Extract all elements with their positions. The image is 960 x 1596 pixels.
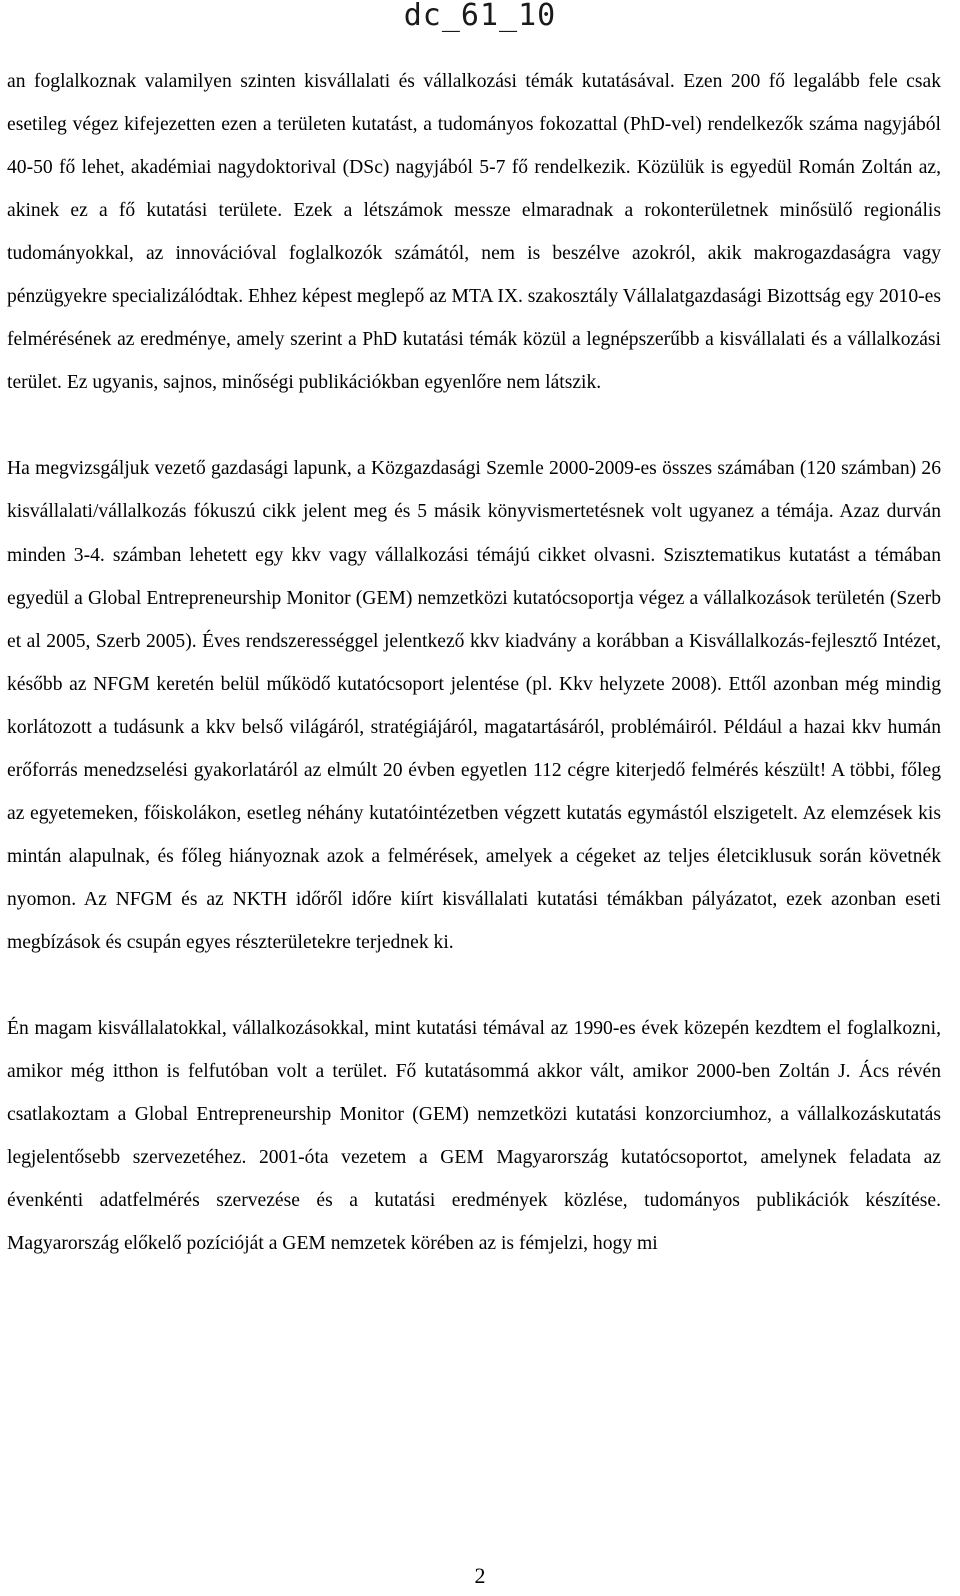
document-id-header: dc_61_10	[403, 0, 557, 33]
body-text	[7, 60, 941, 1265]
paragraph-1: an foglalkoznak valamilyen szinten kisvállalati és vállalkozási témák kutatásával. Ezen 200 fő legalább fele csak esetileg végez kifejezetten ezen a területen kutatást, a tudományos fokozattal (PhD-vel) rendelkezők száma nagyjából 40-50 fő lehet, akadémiai nagydoktorival (DSc) nagyjából 5-7 fő rendelkezik. Közülük is egyedül Román Zoltán az, akinek ez a fő kutatási területe. Ezek a létszámok messze elmaradnak a rokonterületnek minősülő regionális tudományokkal, az innovációval foglalkozók számától, nem is beszélve azokról, akik makrogazdaságra vagy pénzügyekre specializálódtak. Ehhez képest meglepő az MTA IX. szakosztály Vállalatgazdasági Bizottság egy 2010-es felmérésének az eredménye, amely szerint a PhD kutatási témák közül a legnépszerűbb a kisvállalati és a vállalkozási terület. Ez ugyanis, sajnos, minőségi publikációkban egyenlőre nem látszik.	[7, 71, 941, 394]
paragraph-2: Ha megvizsgáljuk vezető gazdasági lapunk, a Közgazdasági Szemle 2000-2009-es összes számában (120 számban) 26 kisvállalati/vállalkozás fókuszú cikk jelent meg és 5 másik könyvismertetésnek volt ugyanez a témája. Azaz durván minden 3-4. számban lehetett egy kkv vagy vállalkozási témájú cikket olvasni. Szisztematikus kutatást a témában egyedül a Global Entrepreneurship Monitor (GEM) nemzetközi kutatócsoportja végez a vállalkozások területén (Szerb et al 2005, Szerb 2005). Éves rendszerességgel jelentkező kkv kiadvány a korábban a Kisvállalkozás-fejlesztő Intézet, később az NFGM keretén belül működő kutatócsoport jelentése (pl. Kkv helyzete 2008). Ettől azonban még mindig korlátozott a tudásunk a kkv belső világáról, stratégiájáról, magatartásáról, problémáiról. Például a hazai kkv humán erőforrás menedzselési gyakorlatáról az elmúlt 20 évben egyetlen 112 cégre kiterjedő felmérés készült! A többi, főleg az egyetemeken, főiskolákon, esetleg néhány kutatóintézetben végzett kutatás egymástól elszigetelt. Az elemzések kis mintán alapulnak, és főleg hiányoznak azok a felmérések, amelyek a cégeket az teljes életciklusuk során követnék nyomon. Az NFGM és az NKTH időről időre kiírt kisvállalati kutatási témákban pályázatot, ezek azonban eseti megbízások és csupán egyes részterületekre terjednek ki.	[7, 458, 941, 953]
page-number: 2	[474, 1563, 486, 1588]
paragraph-3: Én magam kisvállalatokkal, vállalkozásokkal, mint kutatási témával az 1990-es évek közepén kezdtem el foglalkozni, amikor még itthon is felfutóban volt a terület. Fő kutatásommá akkor vált, amikor 2000-ben Zoltán J. Ács révén csatlakoztam a Global Entrepreneurship Monitor (GEM) nemzetközi kutatási konzorciumhoz, a vállalkozáskutatás legjelentősebb szervezetéhez. 2001-óta vezetem a GEM Magyarország kutatócsoportot, amelynek feladata az évenkénti adatfelmérés szervezése és a kutatási eredmények közlése, tudományos publikációk készítése. Magyarország előkelő pozícióját a GEM nemzetek körében az is fémjelzi, hogy mi	[7, 1018, 941, 1255]
